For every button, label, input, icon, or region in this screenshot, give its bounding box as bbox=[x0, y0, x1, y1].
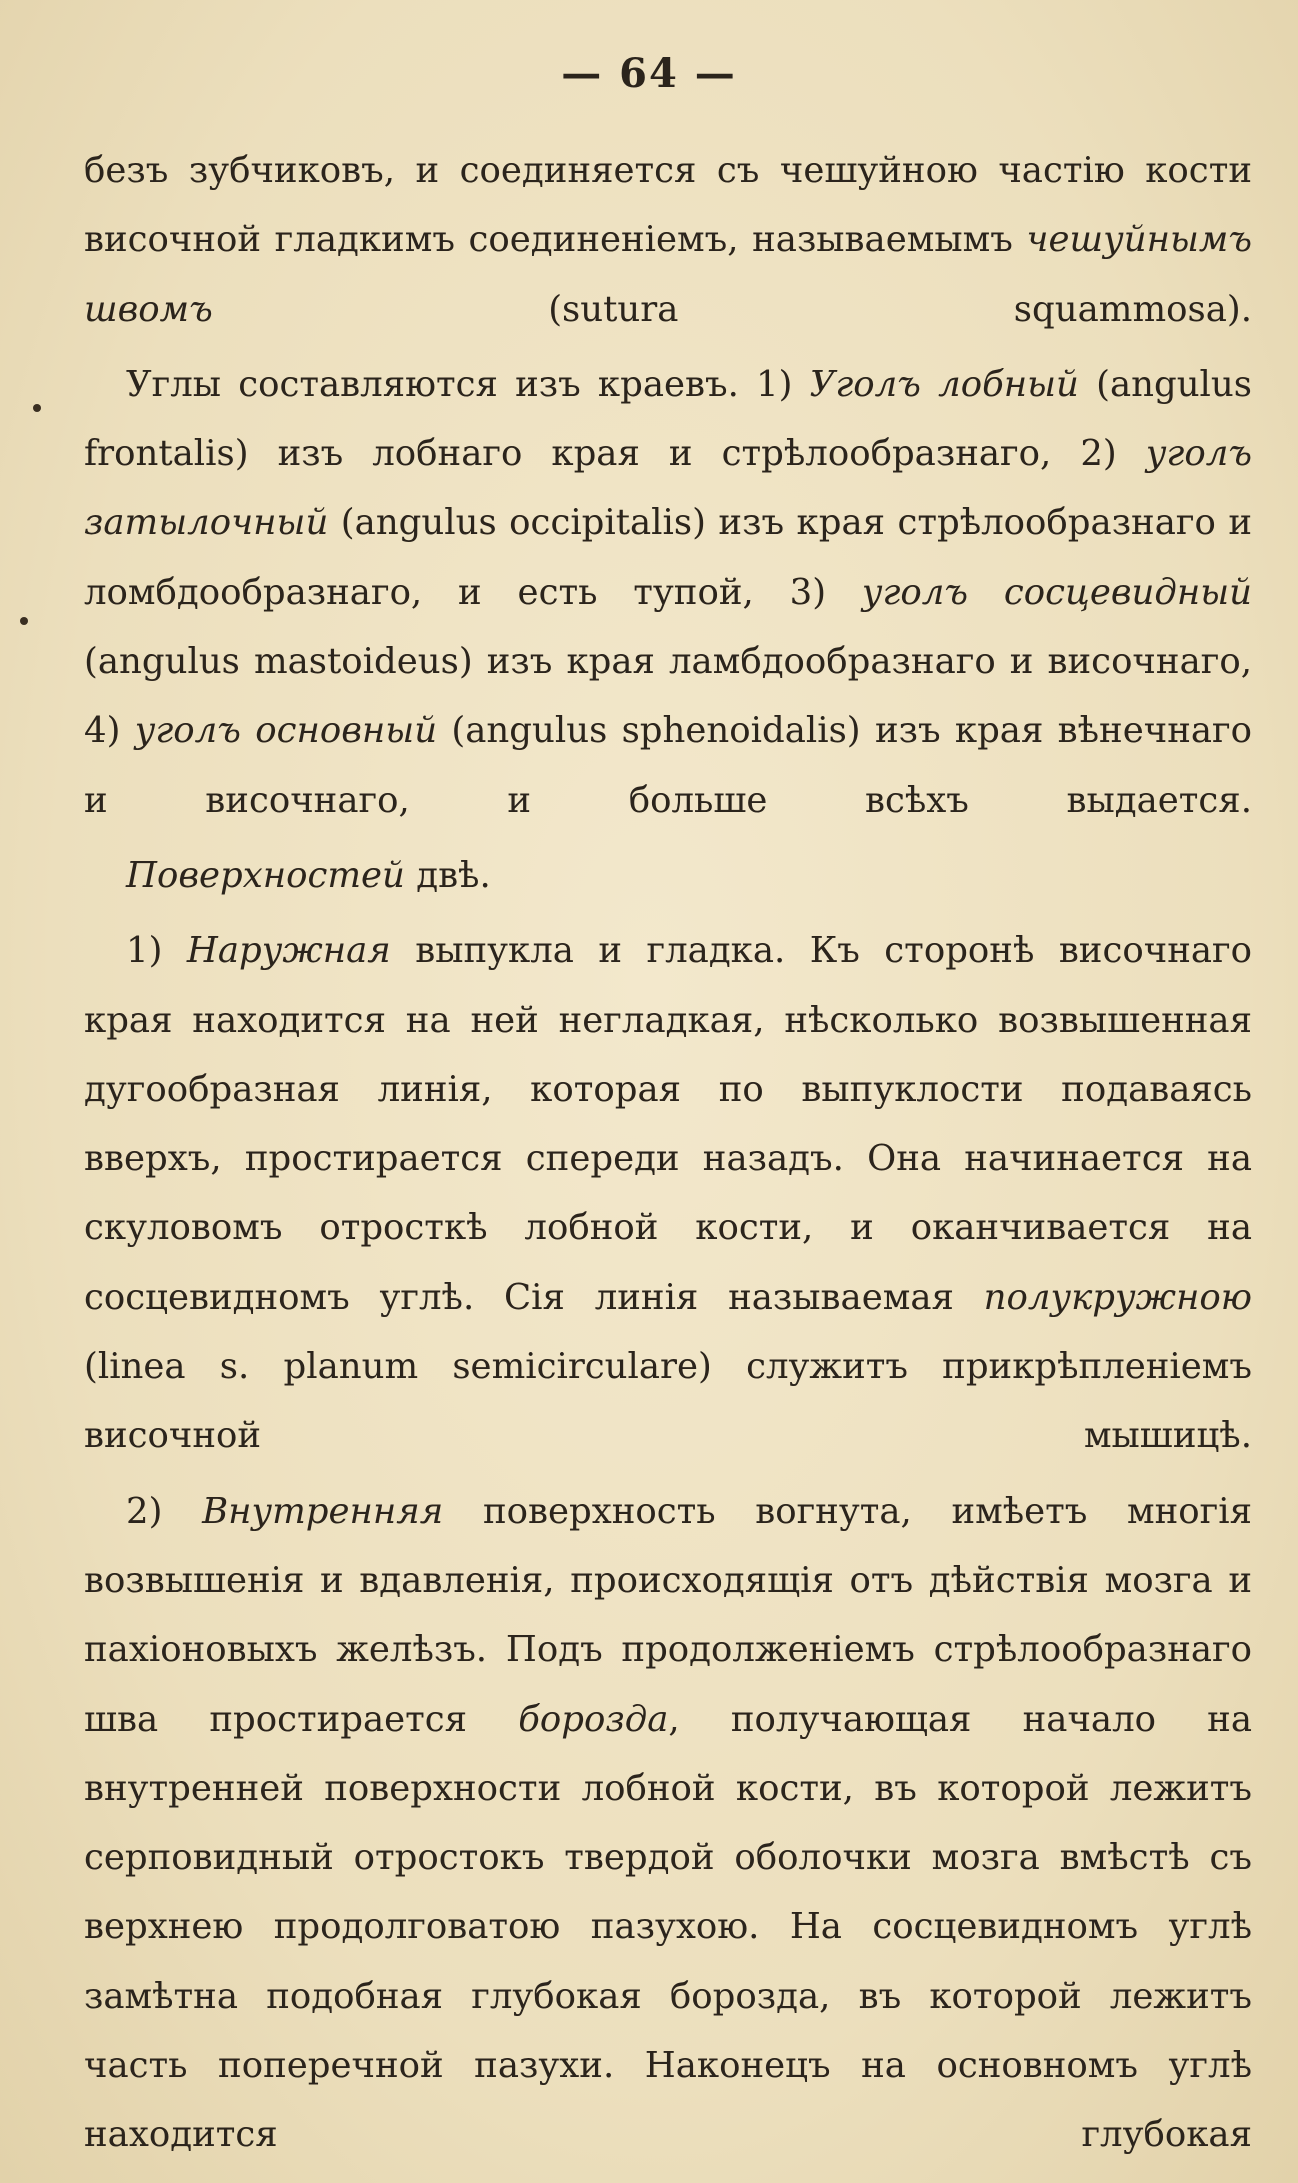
text-run: ъ. Она начинается на скуловом bbox=[84, 1138, 1253, 1249]
text-run: ъ соединеніем bbox=[432, 219, 705, 261]
text-run: (angulus occipitalis) из bbox=[328, 502, 762, 544]
text-run: 1) bbox=[126, 930, 187, 972]
text-run: ъ которой лежит bbox=[878, 1975, 1230, 2017]
paragraph-3 bbox=[84, 841, 1252, 910]
text-run: ъ. 1) bbox=[705, 363, 810, 405]
text-run: (angulus sphenoidalis) из bbox=[437, 710, 918, 752]
text-run: Углы составляются из bbox=[126, 363, 559, 405]
text-run: ъ которой лежит bbox=[894, 1767, 1230, 1809]
paragraph-4 bbox=[84, 916, 1252, 1470]
text-run: (angulus mastoideus) из bbox=[84, 641, 530, 683]
page-text bbox=[84, 136, 1252, 2170]
text-run: ъ продолженіем bbox=[580, 1629, 893, 1671]
text-run: ъ на основном bbox=[807, 2045, 1116, 2087]
text-run: ъ, называемым bbox=[704, 219, 991, 261]
text-run: ъ bbox=[990, 219, 1027, 261]
paragraph-1 bbox=[84, 136, 1252, 344]
italic-term: ъ bbox=[1228, 219, 1252, 261]
text-run: ъ серповидный отросток bbox=[84, 1767, 1252, 1879]
text-run: ъ прикрѣпленіем bbox=[885, 1346, 1230, 1388]
text-run: ъ края стрѣлообразнаго и ломбдообразнаго, и есть тупой, 3) bbox=[84, 502, 1252, 613]
text-run: ъ лобнаго края и стрѣлообразнаго, 2) bbox=[320, 433, 1146, 475]
italic-term: борозда bbox=[518, 1698, 669, 1740]
text-run: ъ краев bbox=[558, 363, 705, 405]
text-run: выпукла и гладка. К bbox=[390, 930, 838, 972]
italic-term: ъ основный bbox=[217, 710, 438, 752]
text-run: ъ углѣ находится глубокая bbox=[84, 2045, 1252, 2156]
text-run: (angulus frontalis) из bbox=[84, 363, 1252, 475]
italic-term: угол bbox=[134, 710, 218, 752]
text-run: без bbox=[84, 150, 146, 191]
text-run: ъ многія возвышенія и вдавленія, происходящія от bbox=[84, 1490, 1252, 1601]
text-run: ъ отросткѣ лобной кости, и оканчивается на сосцевидном bbox=[84, 1207, 1252, 1318]
ink-speck bbox=[33, 404, 41, 412]
italic-term: ъ bbox=[189, 288, 213, 330]
italic-term: Угол bbox=[809, 363, 898, 405]
italic-term: угол bbox=[1145, 433, 1229, 475]
text-run: ъ твердой оболочки мозга вмѣстѣ с bbox=[521, 1837, 1230, 1879]
text-run: , получающая начало на внутренней поверхности лобной кости, в bbox=[84, 1698, 1252, 1809]
text-run: ъ чешуйною частію кости височной гладким bbox=[84, 150, 1252, 261]
text-run: ъ желѣз bbox=[294, 1629, 454, 1671]
text-run: (sutura squammosa). bbox=[212, 288, 1252, 330]
text-run: (linea s. planum semicirculare) служит bbox=[84, 1346, 886, 1388]
text-run: ъ височной мышицѣ. bbox=[84, 1346, 1252, 1457]
text-run: ъ края ламбдообразнаго и височнаго, 4) bbox=[84, 641, 1252, 752]
italic-term: Внутренняя bbox=[202, 1490, 444, 1532]
text-run: ъ углѣ. Сія линія называемая bbox=[327, 1276, 984, 1318]
paragraph-2 bbox=[84, 350, 1252, 835]
italic-term: ъ лобный bbox=[897, 363, 1079, 405]
text-run: ъ часть поперечной пазухи. Наконец bbox=[84, 1975, 1252, 2087]
italic-term: чешуйным bbox=[1026, 219, 1229, 261]
italic-term: Наружная bbox=[186, 930, 391, 972]
italic-term: ъ сосцевидный bbox=[944, 571, 1253, 613]
text-run: ъ стрѣлообразнаго шва простирается bbox=[84, 1629, 1252, 1740]
italic-term: полукружною bbox=[983, 1276, 1252, 1318]
text-run: ъ, и соединяется с bbox=[361, 150, 737, 191]
text-run: ъ. Под bbox=[453, 1629, 581, 1671]
italic-term: Поверхностей bbox=[126, 854, 405, 896]
paragraph-5 bbox=[84, 1477, 1252, 2170]
text-run: ъ зубчиков bbox=[145, 150, 362, 191]
italic-term: угол bbox=[861, 571, 945, 613]
text-run: ъ, простирается спереди назад bbox=[187, 1138, 811, 1180]
text-run: ъ сторонѣ височнаго края находится на ней негладкая, нѣсколько возвышенная дугообразная линія, которая по выпуклости подаваясь вверх bbox=[84, 930, 1252, 1180]
text-run: ъ края вѣнечнаго и височнаго, и больше всѣх bbox=[84, 710, 1252, 821]
text-run: поверхность вогнута, имѣет bbox=[443, 1490, 1065, 1532]
italic-term: швом bbox=[84, 288, 190, 330]
text-run: ъ выдается. bbox=[946, 779, 1252, 821]
text-run: ъ углѣ замѣтна подобная глубокая борозда, в bbox=[84, 1906, 1252, 2017]
text-run: 2) bbox=[126, 1490, 203, 1532]
text-run: ъ верхнею продолговатою пазухою. На сосцевидном bbox=[84, 1837, 1252, 1948]
text-run: двѣ. bbox=[404, 854, 491, 896]
italic-term: ъ затылочный bbox=[84, 433, 1252, 544]
text-run: ъ дѣйствія мозга и пахіоновых bbox=[84, 1559, 1252, 1671]
ink-speck bbox=[20, 617, 28, 625]
page-number: — 64 — bbox=[561, 50, 737, 97]
